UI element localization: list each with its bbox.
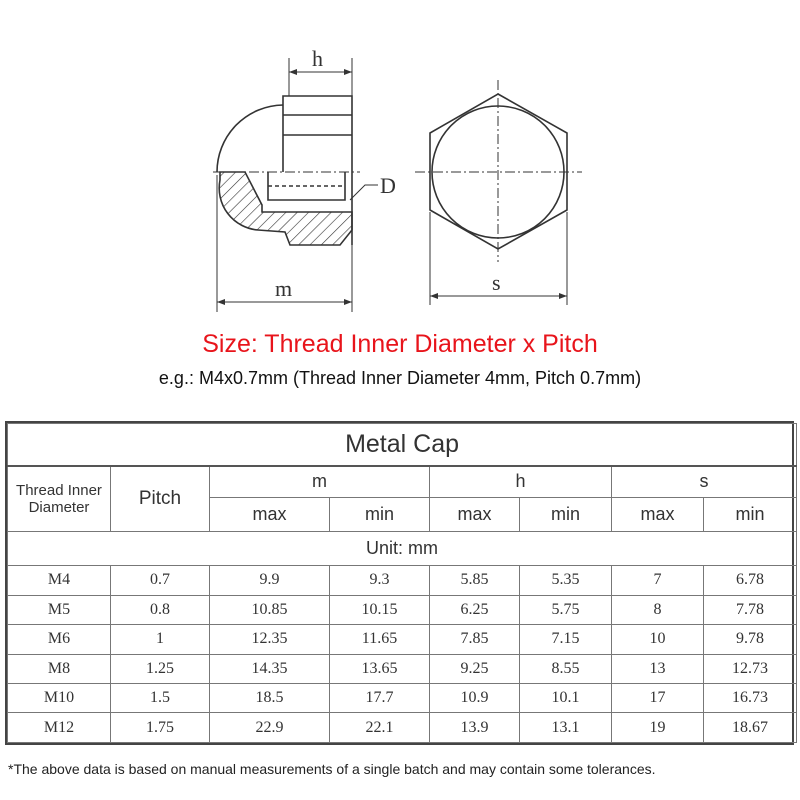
cell-pitch: 0.8 xyxy=(111,595,210,624)
table-row xyxy=(8,625,797,654)
table-row xyxy=(8,595,797,624)
cell-h-max: 13.9 xyxy=(430,713,520,743)
cell-thread: M8 xyxy=(8,654,111,683)
cell-h-min: 5.35 xyxy=(520,566,612,595)
cell-s-min: 18.67 xyxy=(704,713,797,743)
cell-h-min: 10.1 xyxy=(520,684,612,713)
cell-s-max: 8 xyxy=(612,595,704,624)
header-s: s xyxy=(612,466,797,498)
cell-s-min: 9.78 xyxy=(704,625,797,654)
cell-s-min: 16.73 xyxy=(704,684,797,713)
cell-s-min: 12.73 xyxy=(704,654,797,683)
label-s: s xyxy=(492,270,501,295)
label-d: D xyxy=(380,173,396,198)
cell-m-min: 17.7 xyxy=(330,684,430,713)
cell-s-max: 7 xyxy=(612,566,704,595)
unit-label: Unit: mm xyxy=(8,531,797,566)
cell-m-max: 14.35 xyxy=(210,654,330,683)
label-m: m xyxy=(275,276,293,301)
size-title: Size: Thread Inner Diameter x Pitch xyxy=(202,330,598,358)
cell-m-min: 13.65 xyxy=(330,654,430,683)
header-m-max: max xyxy=(210,498,330,532)
cell-s-max: 10 xyxy=(612,625,704,654)
cell-thread: M10 xyxy=(8,684,111,713)
spec-table-frame xyxy=(5,421,794,745)
cell-s-max: 19 xyxy=(612,713,704,743)
cell-s-min: 7.78 xyxy=(704,595,797,624)
cell-s-min: 6.78 xyxy=(704,566,797,595)
table-row xyxy=(8,684,797,713)
cell-h-max: 7.85 xyxy=(430,625,520,654)
hex-head xyxy=(283,96,352,172)
side-view xyxy=(213,58,378,312)
cell-h-max: 10.9 xyxy=(430,684,520,713)
cell-m-min: 22.1 xyxy=(330,713,430,743)
header-thread: Thread Inner Diameter xyxy=(8,466,111,532)
cell-h-max: 6.25 xyxy=(430,595,520,624)
cell-h-max: 5.85 xyxy=(430,566,520,595)
header-s-min: min xyxy=(704,498,797,532)
table-title: Metal Cap xyxy=(8,424,797,466)
cell-h-min: 8.55 xyxy=(520,654,612,683)
cell-s-max: 17 xyxy=(612,684,704,713)
cell-thread: M6 xyxy=(8,625,111,654)
header-m: m xyxy=(210,466,430,498)
cell-m-max: 12.35 xyxy=(210,625,330,654)
cell-h-min: 7.15 xyxy=(520,625,612,654)
cell-h-min: 5.75 xyxy=(520,595,612,624)
cell-pitch: 1.75 xyxy=(111,713,210,743)
cell-thread: M5 xyxy=(8,595,111,624)
size-example: e.g.: M4x0.7mm (Thread Inner Diameter 4mm, Pitch 0.7mm) xyxy=(158,368,642,388)
table-row xyxy=(8,566,797,595)
cell-h-max: 9.25 xyxy=(430,654,520,683)
header-m-min: min xyxy=(330,498,430,532)
cell-m-max: 22.9 xyxy=(210,713,330,743)
header-h-min: min xyxy=(520,498,612,532)
label-h: h xyxy=(312,46,323,71)
dome-outline xyxy=(217,105,283,172)
header-h-max: max xyxy=(430,498,520,532)
header-s-max: max xyxy=(612,498,704,532)
spec-table xyxy=(7,423,797,743)
cell-pitch: 1.25 xyxy=(111,654,210,683)
cell-pitch: 1 xyxy=(111,625,210,654)
header-pitch: Pitch xyxy=(111,466,210,532)
cell-thread: M12 xyxy=(8,713,111,743)
cell-m-min: 11.65 xyxy=(330,625,430,654)
cell-m-max: 10.85 xyxy=(210,595,330,624)
footnote: *The above data is based on manual measurements of a single batch and may contain some tolerances. xyxy=(8,761,656,777)
cell-pitch: 1.5 xyxy=(111,684,210,713)
cell-m-min: 9.3 xyxy=(330,566,430,595)
cell-h-min: 13.1 xyxy=(520,713,612,743)
cell-s-max: 13 xyxy=(612,654,704,683)
cell-m-max: 18.5 xyxy=(210,684,330,713)
hatched-section xyxy=(219,172,352,245)
cell-m-min: 10.15 xyxy=(330,595,430,624)
cap-nut-diagram xyxy=(0,0,800,330)
header-h: h xyxy=(430,466,612,498)
cell-thread: M4 xyxy=(8,566,111,595)
table-row xyxy=(8,654,797,683)
cell-m-max: 9.9 xyxy=(210,566,330,595)
cell-pitch: 0.7 xyxy=(111,566,210,595)
table-row xyxy=(8,713,797,743)
